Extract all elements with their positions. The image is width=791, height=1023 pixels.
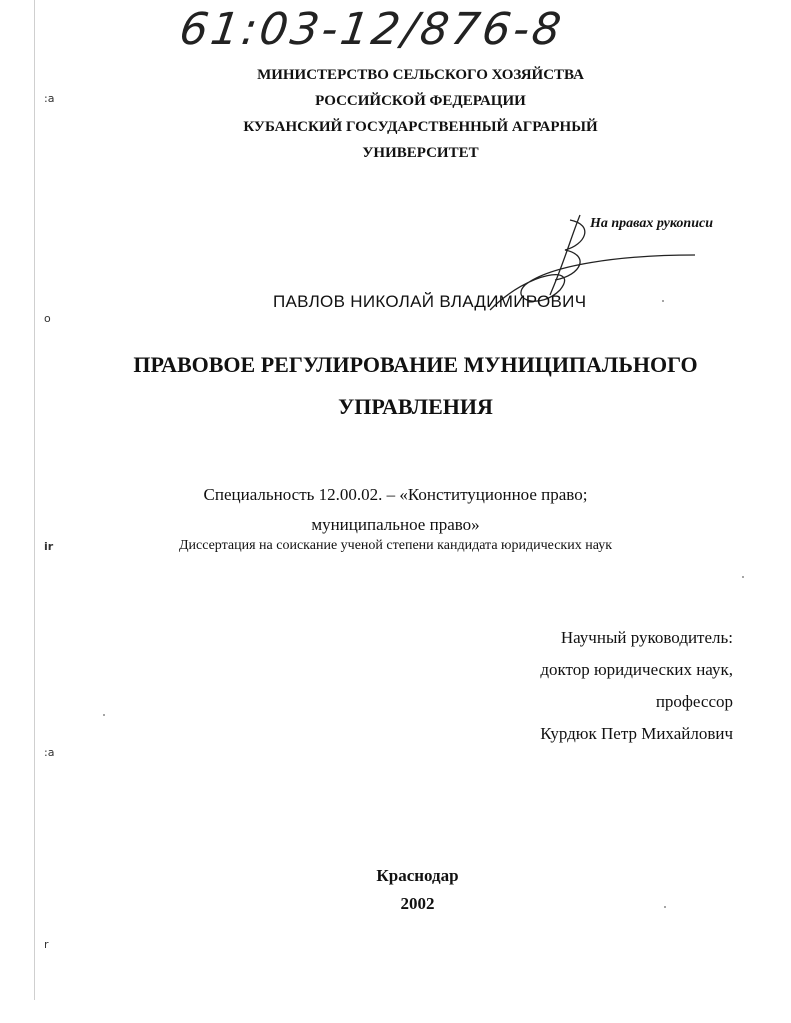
rights-note: На правах рукописи [590, 216, 713, 231]
title-line-2: УПРАВЛЕНИЯ [338, 394, 493, 419]
margin-mark: :a [44, 92, 55, 105]
supervisor-degree: доктор юридических наук, [540, 660, 733, 679]
handwritten-registry-number: 61:03-12/876-8 [176, 4, 567, 55]
scan-speck [742, 576, 744, 578]
dissertation-note: Диссертация на соискание ученой степени кандидата юридических наук [178, 538, 613, 553]
year: 2002 [400, 894, 435, 913]
header-line: КУБАНСКИЙ ГОСУДАРСТВЕННЫЙ АГРАРНЫЙ [243, 119, 598, 135]
margin-mark: o [44, 312, 51, 325]
footer [22, 862, 791, 918]
scan-speck [664, 906, 666, 908]
supervisor-block [540, 622, 733, 750]
header-line: УНИВЕРСИТЕТ [362, 145, 479, 161]
specialty [0, 480, 791, 540]
header-line: РОССИЙСКОЙ ФЕДЕРАЦИИ [315, 93, 526, 109]
scan-speck [662, 300, 664, 302]
title-line-1: ПРАВОВОЕ РЕГУЛИРОВАНИЕ МУНИЦИПАЛЬНОГО [133, 352, 698, 377]
header-line: МИНИСТЕРСТВО СЕЛЬСКОГО ХОЗЯЙСТВА [257, 67, 584, 83]
supervisor-rank: профессор [655, 692, 733, 711]
supervisor-name: Курдюк Петр Михайлович [540, 724, 733, 743]
dissertation-title [20, 344, 791, 428]
specialty-line-1: Специальность 12.00.02. – «Конституционное право; [203, 485, 588, 504]
ministry-header [25, 62, 791, 166]
author-name: ПАВЛОВ НИКОЛАЙ ВЛАДИМИРОВИЧ [273, 292, 587, 311]
margin-mark: :a [44, 746, 55, 759]
margin-mark: ir [44, 540, 54, 553]
margin-mark: r [44, 938, 49, 951]
supervisor-role: Научный руководитель: [560, 628, 733, 647]
specialty-line-2: муниципальное право» [311, 515, 480, 534]
city: Краснодар [376, 866, 459, 885]
scan-speck [103, 714, 105, 716]
